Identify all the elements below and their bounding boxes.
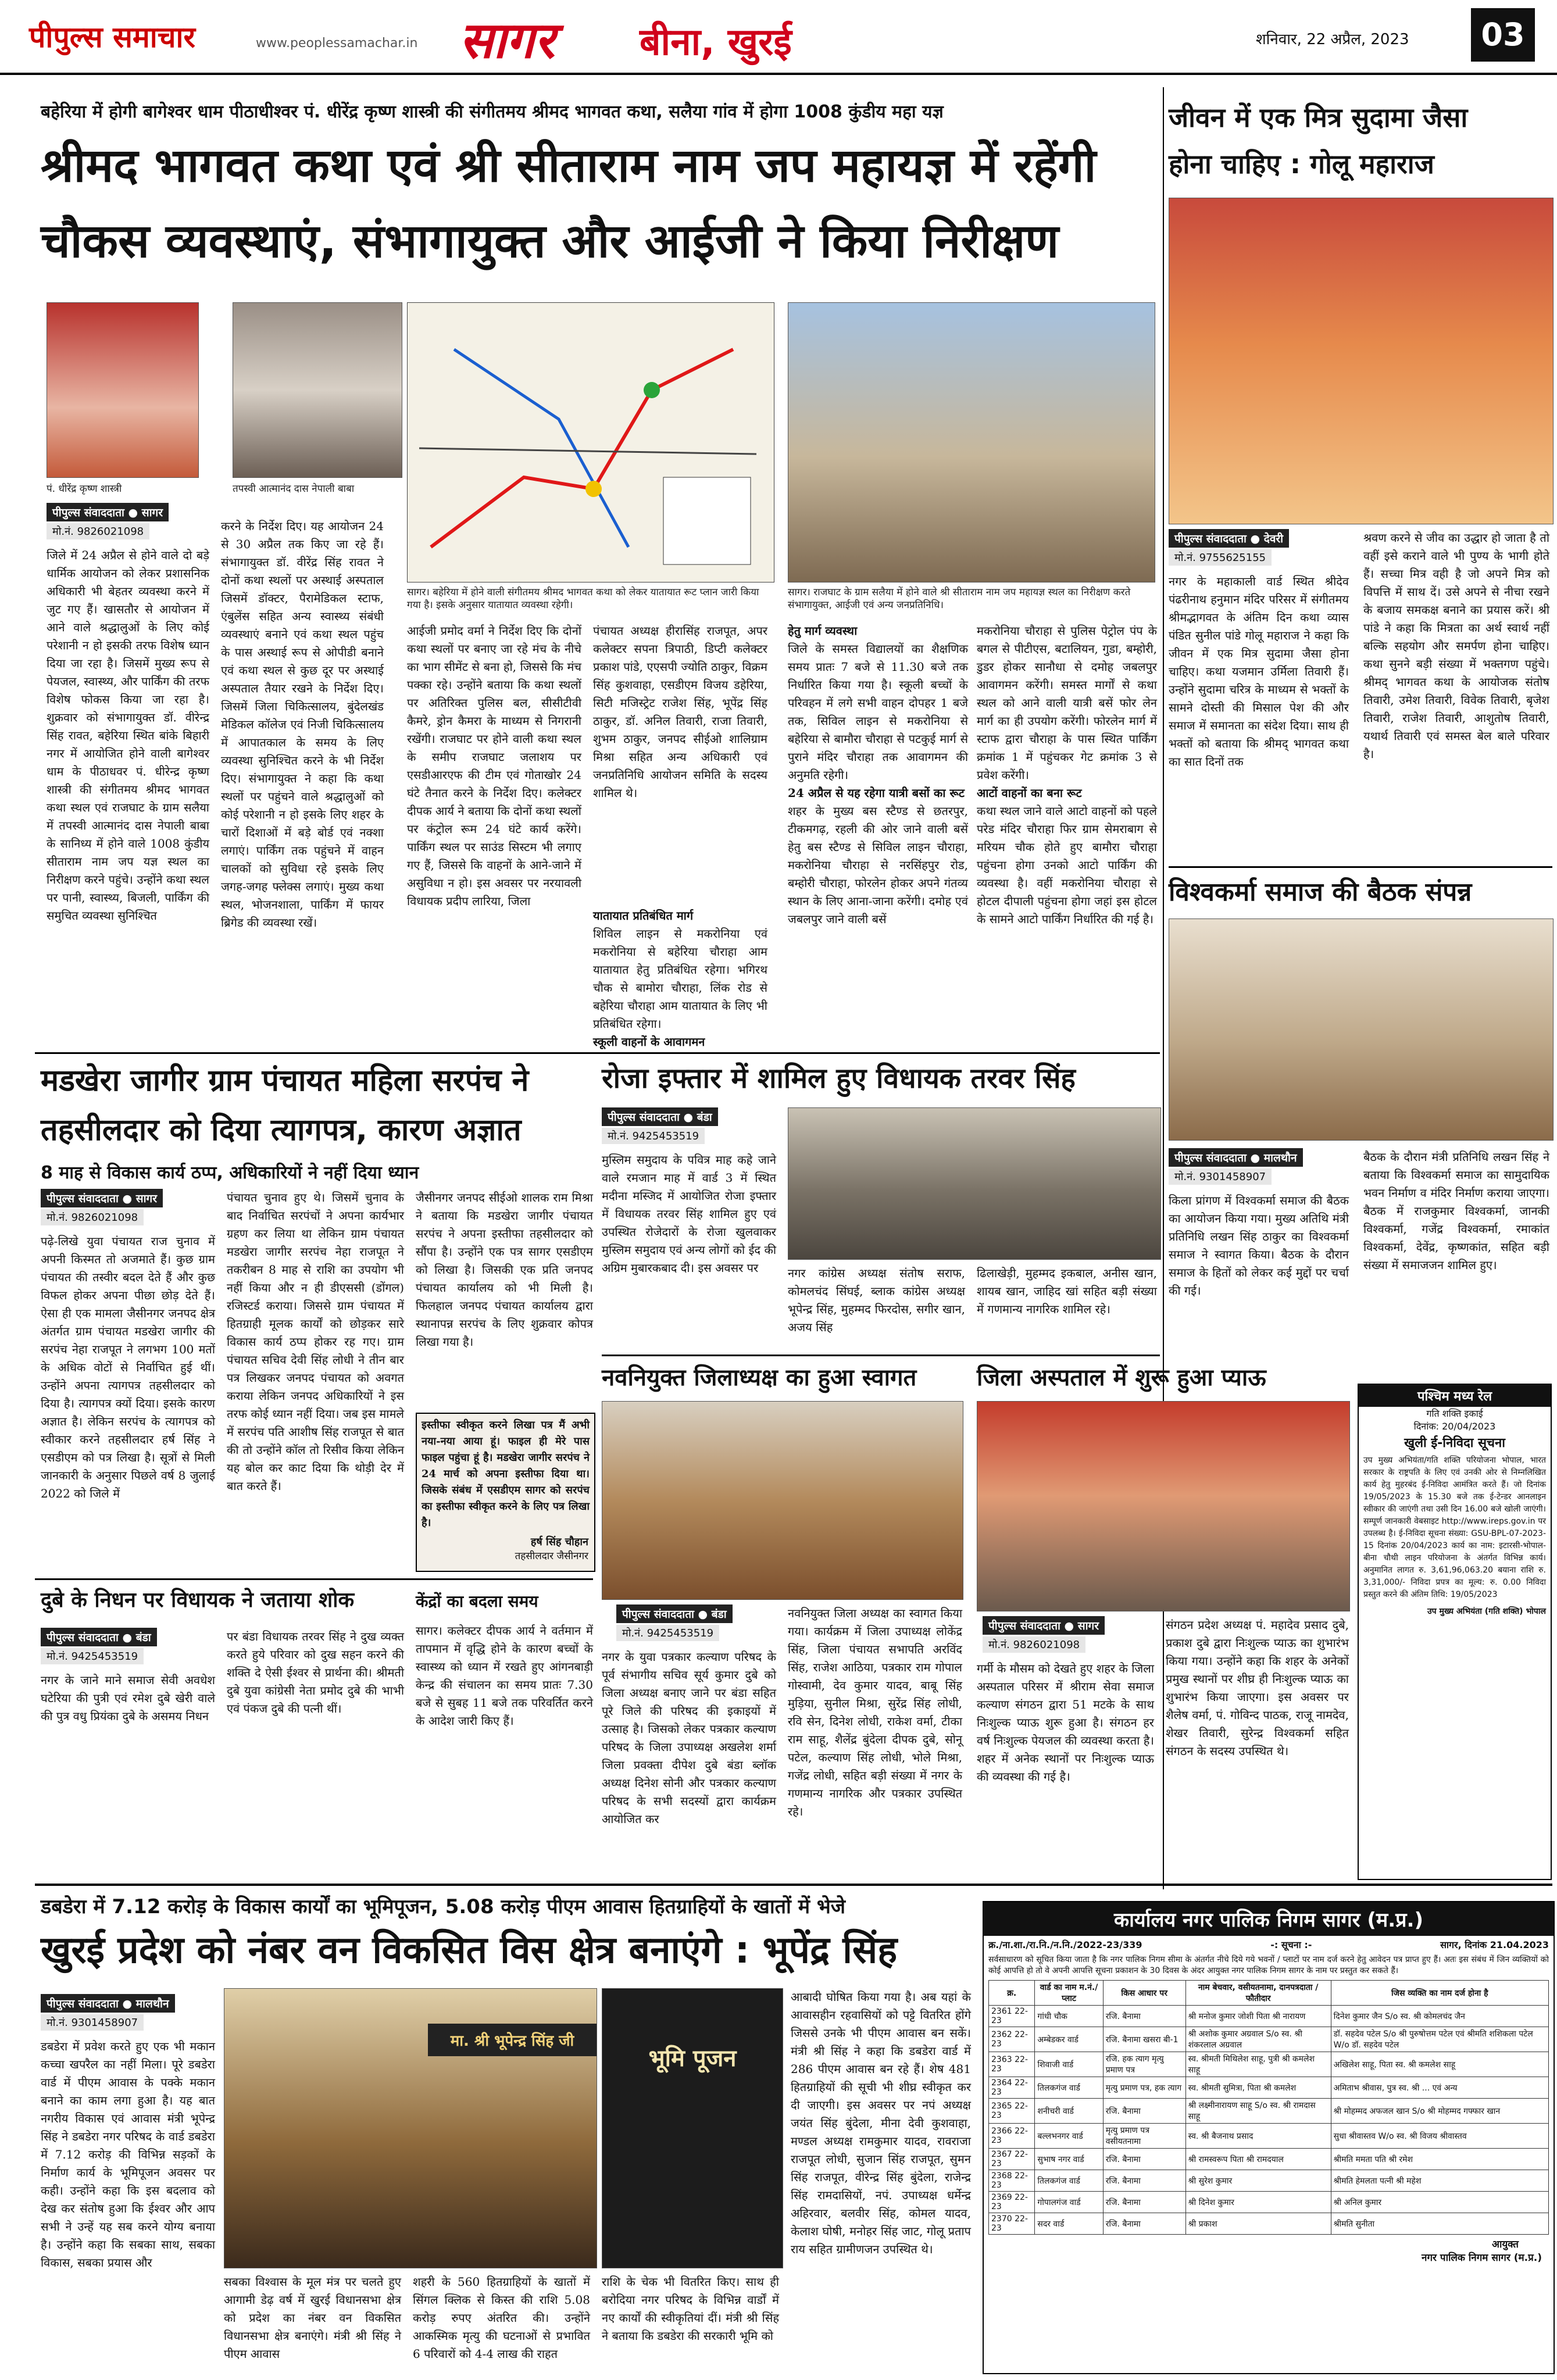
lead-col4b: शिविल लाइन से मकरोनिया एवं मकरोनिया से बहेरिया चौराहा आम यातायात हेतु प्रतिबंधित रहेगा। भगिरथ चौक से बामोरा चौराहा, लिंक रोड से बहेरिया चौराहा आम यातायात के लिए भी प्रतिबंधित रहेगा। — [593, 927, 767, 1031]
notice-ref: क्र./ना.शा./रा.नि./न.नि./2022-23/339 — [988, 1939, 1142, 1950]
notice-cell: अम्बेडकर वार्ड — [1035, 2027, 1103, 2052]
jiladhyaksh-photo — [602, 1401, 963, 1600]
shastri-photo — [47, 302, 199, 478]
notice-row — [989, 2124, 1549, 2149]
section-rule-4 — [35, 1884, 1552, 1886]
column-divider — [1163, 87, 1164, 1889]
sudama-headline1: जीवन में एक मित्र सुदामा जैसा — [1169, 102, 1468, 133]
notice-table — [988, 1980, 1549, 2235]
lead-headline-line2: चौकस व्यवस्थाएं, संभागायुक्त और आईजी ने किया निरीक्षण — [41, 214, 1059, 268]
route-map — [407, 302, 774, 583]
sarpanch-col1: पढ़े-लिखे युवा पंचायत राज चुनाव में अपनी किस्मत तो अजमाते हैं। कुछ ग्राम पंचायत की तस्वीर बदल देते हैं और कुछ विफल होकर अपना पीछा छोड़ देते हैं। ऐसा ही एक मामला जैसीनगर जनपद क्षेत्र अंतर्गत ग्राम पंचायत मडखेरा जागीर की सरपंच नेहा राजपूत ने लगभग 100 मतों के अधिक वोटों से निर्वाचित हुई थीं। उन्होंने अपना त्यागपत्र तहसीलदार को दिया है। त्यागपत्र क्यों दिया। इसके कारण अज्ञात है। लेकिन सरपंच के त्यागपत्र को स्वीकार करने तहसीलदार हर्ष सिंह ने एसडीएम को पत्र लिखा है। सूत्रों से मिली जानकारी के अनुसार पिछले वर्ष 8 जुलाई 2022 को जिले में — [41, 1234, 215, 1500]
notice-cell: रजि. बैनामा — [1103, 2099, 1185, 2124]
obituary-col2: पर बंडा विधायक तरवर सिंह ने दुख व्यक्त करते हुये परिवार को दुख सहन करने की शक्ति दे ऐसी ईश्वर से प्रार्थना की। श्रीमती दुबे युवा कांग्रेसी नेता प्रमोद दुबे की भाभी एवं पंकज दुबे की पत्नी थीं। — [227, 1629, 404, 1716]
page-number: 03 — [1471, 8, 1535, 62]
lead-col6-wrap — [977, 622, 1157, 1041]
notice-header-cell: क्र. — [989, 1981, 1035, 2006]
notice-row — [989, 2077, 1549, 2099]
notice-header-cell: किस आधार पर — [1103, 1981, 1185, 2006]
notice-cell: रजि. बैनामा — [1103, 2170, 1185, 2192]
roza-col2: नगर कांग्रेस अध्यक्ष संतोष सराफ, कोमलचंद सिंघई, ब्लाक कांग्रेस अध्यक्ष भूपेन्द्र सिंह, मुहम्मद फिरदोस, सगीर खान, अजय सिंह — [788, 1266, 965, 1334]
subcity-title: बीना, खुरई — [640, 21, 792, 64]
nagar-nigam-notice — [983, 1901, 1555, 2374]
notice-cell: सुभाष नगर वार्ड — [1035, 2149, 1103, 2170]
notice-cell: स्व. श्रीमती सुमित्रा, पिता श्री कमलेश — [1185, 2077, 1331, 2099]
lead-sub3: हेतु मार्ग व्यवस्था — [788, 624, 858, 638]
website: www.peoplessamachar.in — [256, 36, 418, 51]
vishwakarma-headline: विश्वकर्मा समाज की बैठक संपन्न — [1169, 877, 1472, 907]
notice-cell: श्री सुरेश कुमार — [1185, 2170, 1331, 2192]
notice-cell: 2370 22-23 — [989, 2213, 1035, 2235]
notice-cell: श्री रामस्वरूप पिता श्री रामदयाल — [1185, 2149, 1331, 2170]
obituary-mobile: मो.नं. 9425453519 — [41, 1648, 144, 1664]
notice-cell: श्री मनोज कुमार जोशी पिता श्री नारायण — [1185, 2006, 1331, 2027]
pyau-mobile: मो.नं. 9826021098 — [983, 1636, 1085, 1653]
notice-cell: श्री प्रकाश — [1185, 2213, 1331, 2235]
notice-cell: स्व. श्री बैजनाथ प्रसाद — [1185, 2124, 1331, 2149]
khurai-banner-text: मा. श्री भूपेन्द्र सिंह जी — [428, 2024, 597, 2056]
railway-body: उप मुख्य अभियंता/गति शक्ति परियोजना भोपाल, भारत सरकार के राष्ट्रपति के लिए एवं उनकी ओर से निम्नलिखित कार्य हेतु मुहरबंद ई-निविदा आमंत्रित करते हैं। जो दिनांक 19/05/2023 के 15.30 बजे तक ई-टेन्डर आनलाइन स्वीकार की जाएंगी तथा उसी दिन 16.00 बजे खोली जाएंगी। सम्पूर्ण जानकारी वेबसाइट http://www.ireps.gov.in पर उपलब्ध है। ई-निविदा सूचना संख्या: GSU-BPL-07-2023-15 दिनांक 20/04/2023 कार्य का नाम: इटारसी-भोपाल-बीना चौथी लाइन परियोजना के अंतर्गत विभिन्न कार्य। अनुमानित लागत रु. 3,61,96,063.20 बयाना राशि रु. 3,31,000/- निविदा प्रपत्र का मूल्य: रु. 0.00 निविदा प्रस्तुत करने की अंतिम तिथि: 19/05/2023 — [1363, 1456, 1546, 1599]
lead-sub1: यातायात प्रतिबंधित मार्ग — [593, 909, 694, 923]
notice-cell: दिनेश कुमार जैन S/o स्व. श्री कोमलचंद जैन — [1331, 2006, 1548, 2027]
roza-headline: रोजा इफ्तार में शामिल हुए विधायक तरवर सिंह — [602, 1062, 1076, 1095]
notice-cell: रजि. हक त्याग मृत्यु प्रमाण पत्र — [1103, 2052, 1185, 2077]
inspection-photo — [788, 302, 1155, 583]
lead-sub1-wrap — [593, 907, 767, 1049]
lead-sub4: 24 अप्रैल से यह रहेगा यात्री बसों का रूट — [788, 786, 965, 800]
issue-date: शनिवार, 22 अप्रैल, 2023 — [1256, 31, 1409, 48]
khurai-mobile: मो.नं. 9301458907 — [41, 2014, 144, 2031]
vishwakarma-byline: पीपुल्स संवाददाता ● मालथौन — [1169, 1148, 1303, 1167]
notice-cell: 2362 22-23 — [989, 2027, 1035, 2052]
khurai-photo-main — [224, 1988, 597, 2268]
sarpanch-col3: जैसीनगर जनपद सीईओ शालक राम मिश्रा ने बताया कि मडखेरा जागीर पंचायत सरपंच ने अपना इस्तीफा तहसीलदार को सौंपा है। उन्होंने एक पत्र सागर एसडीएम को लिखा है। जिसकी एक प्रति जनपद पंचायत कार्यालय को भी मिली है। फिलहाल जनपद पंचायत कार्यालय द्वारा स्थानापन्न सरपंच के लिए शुक्रवार कोपत्र लिखा गया है। — [416, 1191, 593, 1349]
pyau-photo — [977, 1401, 1350, 1611]
section-rule-3 — [35, 1578, 593, 1580]
roza-photo — [788, 1107, 1161, 1260]
pyau-byline: पीपुल्स संवाददाता ● सागर — [983, 1616, 1105, 1635]
notice-row — [989, 2027, 1549, 2052]
notice-cell: बल्लभनगर वार्ड — [1035, 2124, 1103, 2149]
lead-col5-wrap — [788, 622, 968, 1041]
sudama-headline2: होना चाहिए : गोलू महाराज — [1169, 148, 1434, 180]
vishwakarma-rule — [1169, 866, 1552, 868]
jiladhyaksh-byline: पीपुल्स संवाददाता ● बंडा — [616, 1604, 733, 1623]
notice-cell: 2365 22-23 — [989, 2099, 1035, 2124]
jiladhyaksh-headline: नवनियुक्त जिलाध्यक्ष का हुआ स्वागत — [602, 1364, 917, 1391]
notice-label: -: सूचना :- — [1270, 1939, 1312, 1950]
notice-cell: श्री अशोक कुमार अग्रवाल S/o स्व. श्री शंकरलाल अग्रवाल — [1185, 2027, 1331, 2052]
baba-caption: तपस्वी आत्मानंद दास नेपाली बाबा — [233, 483, 355, 495]
vishwakarma-col2: बैठक के दौरान मंत्री प्रतिनिधि लखन सिंह ने बताया कि विश्वकर्मा समाज का सामुदायिक भवन निर्माण व मंदिर निर्माण कराया जाएगा। बैठक में राजकुमार विश्वकर्मा, जानकी विश्वकर्मा, गजेंद्र विश्वकर्मा, रमाकांत विश्वकर्मा, देवेंद्र, कृष्णकांत, सहित बड़ी संख्या में समाजजन शामिल हुए। — [1363, 1150, 1549, 1272]
notice-row — [989, 2213, 1549, 2235]
notice-cell: श्री लक्ष्मीनारायण साहू S/o स्व. श्री रामदास साहू — [1185, 2099, 1331, 2124]
notice-row — [989, 2149, 1549, 2170]
notice-sign2: नगर पालिक निगम सागर (म.प्र.) — [1422, 2252, 1542, 2264]
khurai-col3: शहरी के 560 हितग्राहियों के खातों में सिंगल क्लिक से किस्त की राशि 5.08 करोड़ रुपए अंतरित की। उन्होंने आकस्मिक मृत्यु की घटनाओं से प्रभावित 6 परिवारों को 4-4 लाख की राहत — [413, 2275, 590, 2361]
sarpanch-box-sign1: हर्ष सिंह चौहान — [530, 1536, 588, 1548]
sudama-col2: श्रवण करने से जीव का उद्धार हो जाता है तो वहीं इसे कराने वाले भी पुण्य के भागी होते हैं। सच्चा मित्र वही है जो अपने मित्र को विपत्ति में साथ दें। उसे अपने से नीचा रखने के बजाय समकक्ष बनाने का प्रयास करें। श्री पांडे ने कहा कि मित्रता का अर्थ स्वार्थ नहीं बल्कि सहयोग और समर्पण होना चाहिए। कथा सुनने बड़ी संख्या में भक्तगण पहुंचे। श्रीमद् भागवत कथा के आयोजक संतोष तिवारी, उमेश तिवारी, विवेक तिवारी, बृजेश तिवारी, राजेश तिवारी, आशुतोष तिवारी, यथार्थ तिवारी एवं समस्त बेल बाले परिवार है। — [1363, 531, 1549, 761]
lead-col1: जिले में 24 अप्रैल से होने वाले दो बड़े धार्मिक आयोजन को लेकर प्रशासनिक अधिकारी भी बेहतर व्यवस्था करने में जुट गए हैं। खासतौर से आयोजन में आने वाले श्रद्धालुओं के लिए कोई परेशानी न हो इसकी तरफ विशेष ध्यान दिया जा रहा है। जिसमें मुख्य रूप से पेयजल, स्वास्थ्य, और पार्किंग की तरफ विशेष फोकस किया जा रहा है। शुक्रवार को संभागायुक्त डॉ. वीरेन्द्र सिंह रावत, बहेरिया स्थित बांके बिहारी नगर में आयोजित होने वाली बागेश्वर धाम के पीठाधवर पं. धीरेन्द्र कृष्ण शास्त्री की संगीतमय श्रीमद भागवत कथा स्थल एवं राजघाट के ग्राम सलैया में तपस्वी आत्मानंद दास नेपाली बाबा के सानिध्य में होने वाले 1008 कुंडीय सीताराम नाम जप यज्ञ स्थल का निरीक्षण करने पहुंचे। उन्होंने कथा स्थल पर पानी, स्वास्थ्य, बिजली, पार्किंग की समुचित व्यवस्था सुनिश्चित — [47, 548, 209, 923]
obituary-col1: नगर के जाने माने समाज सेवी अवधेश घटेरिया की पुत्री एवं रमेश दुबे खेरी वाले की पुत्र वधु प्रियंका दुबे के असमय निधन — [41, 1673, 215, 1723]
masthead — [0, 0, 1557, 75]
notice-header-cell: जिस व्यक्ति का नाम दर्ज होना है — [1331, 1981, 1548, 2006]
section-rule-2 — [602, 1355, 1160, 1356]
notice-row — [989, 2006, 1549, 2027]
notice-cell: सुधा श्रीवास्तव W/o स्व. श्री विजय श्रीवास्तव — [1331, 2124, 1548, 2149]
notice-row — [989, 2099, 1549, 2124]
lead-kicker: बहेरिया में होगी बागेश्वर धाम पीठाधीश्वर पं. धीरेंद्र कृष्ण शास्त्री की संगीतमय श्रीमद भागवत कथा, सलैया गांव में होगा 1008 कुंडीय महा यज्ञ — [41, 102, 944, 122]
baba-photo — [233, 302, 402, 478]
notice-cell: श्री दिनेश कुमार — [1185, 2192, 1331, 2213]
notice-cell: अखिलेश साहू, पिता स्व. श्री कमलेश साहू — [1331, 2052, 1548, 2077]
notice-cell: 2364 22-23 — [989, 2077, 1035, 2099]
sarpanch-box — [416, 1413, 595, 1572]
notice-title: कार्यालय नगर पालिक निगम सागर (म.प्र.) — [984, 1902, 1554, 1936]
route-map-caption: सागर। बहेरिया में होने वाली संगीतमय श्रीमद भागवत कथा को लेकर यातायात रूट प्लान जारी किया गया है। इसके अनुसार यातायात व्यवस्था रहेगी। — [407, 587, 759, 611]
kendron-headline: केंद्रों का बदला समय — [416, 1592, 538, 1611]
notice-header-cell: वार्ड का नाम म.नं./प्लाट — [1035, 1981, 1103, 2006]
sudama-byline: पीपुल्स संवाददाता ● देवरी — [1169, 529, 1289, 548]
notice-cell: रजि. बैनामा — [1103, 2149, 1185, 2170]
railway-date: दिनांक: 20/04/2023 — [1413, 1421, 1496, 1432]
jiladhyaksh-col1: नगर के युवा पत्रकार कल्याण परिषद के पूर्व संभागीय सचिव सूर्य कुमार दुबे को जिला अध्यक्ष बनाए जाने पर बंडा सहित पूरे जिले की परिषद की इकाइयों में उत्साह है। जिसको लेकर पत्रकार कल्याण परिषद के जिला उपाध्यक्ष अखलेश शर्मा जिला प्रवक्ता दीपेश दुबे बंडा ब्लॉक अध्यक्ष दिनेश सोनी और पत्रकार कल्याण परिषद के सभी सदस्यों द्वारा कार्यक्रम आयोजित कर — [602, 1650, 776, 1826]
notice-cell: 2369 22-23 — [989, 2192, 1035, 2213]
sarpanch-box-sign2: तहसीलदार जैसीनगर — [515, 1550, 588, 1562]
notice-cell: डॉ. सहदेव पटेल S/o श्री पुरुषोत्तम पटेल एवं श्रीमति शशिकला पटेल W/o डॉ. सहदेव पटेल — [1331, 2027, 1548, 2052]
jiladhyaksh-mobile: मो.नं. 9425453519 — [616, 1625, 719, 1641]
railway-tender-ad — [1358, 1384, 1552, 1880]
sarpanch-col2: पंचायत चुनाव हुए थे। जिसमें चुनाव के बाद निर्वाचित सरपंचों ने अपना कार्यभार ग्रहण कर लिया था लेकिन ग्राम पंचायत मडखेरा जागीर सरपंच नेहा राजपूत ने तकरीबन 8 माह से राशि का उपयोग भी नहीं किया और न ही डीएससी (डोंगल) रजिस्टर्ड कराया। जिससे ग्राम पंचायत में हितग्राही मूलक कार्यों को छोड़कर सारे विकास कार्य ठप्प होकर रह गए। ग्राम पंचायत सचिव देवी सिंह लोधी ने तीन बार पत्र लिखकर जनपद पंचायत को अवगत कराया लेकिन जनपद अधिकारियों ने इस तरफ कोई ध्यान नहीं दिया। जब इस मामले में सरपंच पति आशीष सिंह राजपूत से बात की तो उन्होंने कॉल तो रिसीव किया लेकिन यह बोल कर काट दिया कि थोड़ी देर में बात करते हैं। — [227, 1191, 404, 1493]
roza-col3: ढिलाखेड़ी, मुहम्मद इकबाल, अनीस खान, शायब खान, जाहिद खां सहित बड़ी संख्या में गणमान्य नागरिक शामिल रहे। — [977, 1266, 1157, 1316]
pyau-col1: गर्मी के मौसम को देखते हुए शहर के जिला अस्पताल परिसर में श्रीराम सेवा समाज कल्याण संगठन द्वारा 51 मटके के साथ निःशुल्क प्याऊ शुरू हुआ है। संगठन हर वर्ष निःशुल्क पेयजल की व्यवस्था करता है। शहर में अनेक स्थानों पर निःशुल्क प्याऊ की व्यवस्था की गई है। — [977, 1661, 1154, 1784]
notice-cell: 2363 22-23 — [989, 2052, 1035, 2077]
obituary-byline: पीपुल्स संवाददाता ● बंडा — [41, 1628, 157, 1646]
notice-cell: शिवाजी वार्ड — [1035, 2052, 1103, 2077]
notice-cell: रजि. बैनामा — [1103, 2213, 1185, 2235]
khurai-col5: आबादी घोषित किया गया है। अब यहां के आवासहीन रहवासियों को पट्टे वितरित होंगे जिससे उनके भी पीएम आवास बन सकें। मंत्री श्री सिंह ने कहा कि डबडेरा वार्ड में 286 पीएम आवास बन रहे हैं। शेष 481 हितग्राहियों की सूची भी शीघ्र स्वीकृत कर दी जाएगी। इस अवसर पर नपं अध्यक्ष जयंत सिंह बुंदेला, मीना देवी कुशवाहा, मण्डल अध्यक्ष रामकुमार यादव, रावराजा राजपूत लोधी, सुजान सिंह राजपूत, सुमन सिंह राजपूत, वीरेन्द्र सिंह बुंदेला, राजेन्द्र सिंह रामदासियों, नपं. उपाध्यक्ष धर्मेन्द्र अहिरवार, बलवीर सिंह, कोमल यादव, केलाश घोषी, मनोहर सिंह जाट, गोलू प्रताप राय सहित ग्रामीणजन उपस्थित थे। — [791, 1990, 971, 2256]
kendron-col1: सागर। कलेक्टर दीपक आर्य ने वर्तमान में तापमान में वृद्धि होने के कारण बच्चों के स्वास्थ्य को ध्यान में रखते हुए आंगनबाड़ी केन्द्र की संचालन का समय प्रातः 7.30 बजे से सुबह 11 बजे तक परिवर्तित करने के आदेश जारी किए हैं। — [416, 1624, 593, 1728]
notice-cell: तिलकगंज वार्ड — [1035, 2077, 1103, 2099]
notice-cell: श्री मोहम्मद अफजल खान S/o श्री मोहम्मद गफ्फार खान — [1331, 2099, 1548, 2124]
notice-cell: रजि. बैनामा — [1103, 2192, 1185, 2213]
notice-row — [989, 2192, 1549, 2213]
sarpanch-headline1: मडखेरा जागीर ग्राम पंचायत महिला सरपंच ने — [41, 1063, 529, 1098]
sarpanch-box-text: इस्तीफा स्वीकृत करने लिखा पत्र मैं अभी नया-नया आया हूं। फाइल ही मेरे पास फाइल पहुंचा हूं है। मडखेरा जागीर सरपंच ने 24 मार्च को अपना इस्तीफा दिया था। जिसके संबंध में एसडीएम सागर को सरपंच का इस्तीफा स्वीकृत करने के लिए पत्र लिखा है। — [422, 1419, 590, 1529]
khurai-col1: डबडेरा में प्रवेश करते हुए एक भी मकान कच्चा खपरैल का नहीं मिला। पूरे डबडेरा वार्ड में पीएम आवास के पक्के मकान बनाने का काम लगा हुआ है। यह बात नगरीय विकास एवं आवास मंत्री भूपेन्द्र सिंह ने डबडेरा नगर परिषद के वार्ड डबडेरा में 7.12 करोड़ की विभिन्न सड़कों के निर्माण कार्य के भूमिपूजन अवसर पर कही। उन्होंने कहा कि इस बदलाव को देख कर संतोष हुआ कि ईश्वर और आप सभी ने उन्हें यह सब करने योग्य बनाया है। उन्होंने कहा कि सबका साथ, सबका विकास, सबका प्रयास और — [41, 2039, 215, 2270]
pyau-col2: संगठन प्रदेश अध्यक्ष पं. महादेव प्रसाद दुबे, प्रकाश दुबे द्वारा निःशुल्क प्याऊ का शुभारंभ किया गया। उन्होंने कहा कि शहर के अनेकों प्रमुख स्थानों पर शीघ्र ही निःशुल्क प्याऊ का शुभारंभ किया जाएगा। इस अवसर पर शैलेष वर्मा, पं. गोविन्द पाठक, राजू नामदेव, शेखर तिवारी, सुरेन्द्र विश्वकर्मा सहित संगठन के सदस्य उपस्थित थे। — [1166, 1618, 1349, 1758]
roza-col1: मुस्लिम समुदाय के पवित्र माह कहे जाने वाले रमजान माह में वार्ड 3 में स्थित मदीना मस्जिद में आयोजित रोजा इफ्तार में विधायक तरवर सिंह शामिल हुए एवं उपस्थित रोजेदारों के रोजा खुलवाकर मुस्लिम समुदाय एवं अन्य लोगों को ईद की अग्रिम मुबारकबाद दी। इस अवसर पर — [602, 1153, 776, 1275]
notice-cell: अमिताभ श्रीवास, पुत्र स्व. श्री ... एवं अन्य — [1331, 2077, 1548, 2099]
sarpanch-byline: पीपुल्स संवाददाता ● सागर — [41, 1189, 163, 1207]
notice-cell: रजि. बैनामा — [1103, 2006, 1185, 2027]
lead-col3: आईजी प्रमोद वर्मा ने निर्देश दिए कि दोनों कथा स्थलों पर बनाए जा रहे मंच के नीचे का भाग सीमेंट से बना हो, जिससे कि मंच पक्का रहे। उन्होंने बताया कि कथा स्थलों पर अतिरिक्त पुलिस बल, सीसीटीवी कैमरे, ड्रोन कैमरा के माध्यम से निगरानी रखेंगी। राजघाट पर होने वाली कथा स्थल के समीप राजघाट जलाशय पर एसडीआरएफ की टीम एवं गोताखोर 24 घंटे तैनात करने के निर्देश दिए। कलेक्टर दीपक आर्य ने बताया कि दोनों कथा स्थलों पर कंट्रोल रूम 24 घंटे कार्य करेंगे। पार्किंग स्थल पर साउंड सिस्टम भी लगाए गए हैं, जिससे कि वाहनों के आने-जाने में असुविधा न हो। इस अवसर पर नरयावली विधायक प्रदीप लारिया, जिला — [407, 624, 581, 908]
khurai-kicker: डबडेरा में 7.12 करोड़ के विकास कार्यों का भूमिपूजन, 5.08 करोड़ पीएम आवास हितग्राहियों के खातों में भेजे — [41, 1895, 845, 1918]
railway-header: पश्चिम मध्य रेल — [1359, 1385, 1551, 1407]
city-title: सागर — [459, 12, 555, 70]
jiladhyaksh-col2: नवनियुक्त जिला अध्यक्ष का स्वागत किया गया। कार्यक्रम में जिला उपाध्यक्ष लोकेंद्र सिंह, जिला पंचायत सभापति अरविंद सिंह, राजेश आठिया, पत्रकार राम गोपाल गोस्वामी, देव कुमार यादव, बाबू सिंह मुड़िया, सुनील मिश्रा, सुरेंद्र सिंह लोधी, रवि सेन, दिनेश लोधी, राकेश वर्मा, टीका राम साहू, शैलेंद्र बुंदेला दीपक दुबे, सोनू पटेल, कल्याण सिंह लोधी, भोले मिश्रा, गजेंद्र लोधी, सहित बड़ी संख्या में नगर के गणमान्य नागरिक और पत्रकार उपस्थित रहे। — [788, 1606, 962, 1818]
notice-cell: मृत्यु प्रमाण पत्र, हक त्याग — [1103, 2077, 1185, 2099]
sudama-mobile: मो.नं. 9755625155 — [1169, 549, 1272, 566]
lead-mobile: मो.नं. 9826021098 — [47, 523, 149, 539]
shastri-caption: पं. धीरेंद्र कृष्ण शास्त्री — [47, 483, 122, 495]
sudama-photo — [1169, 198, 1554, 524]
lead-sub5: आटों वाहनों का बना रूट — [977, 786, 1082, 800]
lead-headline-line1: श्रीमद भागवत कथा एवं श्री सीताराम नाम जप महायज्ञ में रहेंगी — [41, 138, 1097, 192]
vishwakarma-photo — [1169, 919, 1554, 1141]
obituary-headline: दुबे के निधन पर विधायक ने जताया शोक — [41, 1588, 355, 1612]
notice-cell: 2367 22-23 — [989, 2149, 1035, 2170]
notice-row — [989, 2170, 1549, 2192]
sarpanch-headline2: तहसीलदार को दिया त्यागपत्र, कारण अज्ञात — [41, 1113, 522, 1148]
notice-cell: शनीचरी वार्ड — [1035, 2099, 1103, 2124]
route-map-svg — [408, 303, 774, 582]
railway-sign: उप मुख्य अभियंता (गति शक्ति) भोपाल — [1427, 1607, 1546, 1616]
lead-col6: मकरोनिया चौराहा से पुलिस पेट्रोल पंप के बगल से पीटीएस, बटालियन, गुडा, बम्होरी, डुडर होकर सानौधा से दमोह जबलपुर आवागमन करेंगी। समस्त मार्गों से कथा स्थल को आने वाली यात्री बसें फोर लेन मार्ग का ही उपयोग करेंगी। फोरलेन मार्ग में स्टाफ द्वारा चौराहा के पास स्थित पार्किंग क्रमांक 1 में पहुंचकर गेट क्रमांक 3 से प्रवेश करेंगी। — [977, 624, 1157, 782]
lead-byline: पीपुल्स संवाददाता ● सागर — [47, 503, 169, 521]
notice-cell: गोपालगंज वार्ड — [1035, 2192, 1103, 2213]
pyau-headline: जिला अस्पताल में शुरू हुआ प्याऊ — [977, 1364, 1266, 1391]
section-rule-1 — [35, 1052, 1160, 1054]
notice-cell: रजि. बैनामा खसरा बी-1 — [1103, 2027, 1185, 2052]
khurai-byline: पीपुल्स संवाददाता ● मालथौन — [41, 1994, 175, 2013]
notice-intro: सर्वसाधारण को सूचित किया जाता है कि नगर पालिक निगम सीमा के अंतर्गत नीचे दिये गये भवनों / प्लाटों पर नाम दर्ज करने हेतु आवेदन पत्र प्राप्त हुए हैं। अतः इस संबंध में जिन व्यक्तियों को कोई आपत्ति हो तो वे अपनी आपत्ति सूचना प्रकाशन के 30 दिवस के अंदर आयुक्त नगर पालिक निगम सागर के नाम पर प्रस्तुत कर सकते हैं। — [988, 1955, 1549, 1975]
notice-cell: 2368 22-23 — [989, 2170, 1035, 2192]
lead-col5: जिले के समस्त विद्यालयों का शैक्षणिक समय प्रातः 7 बजे से 11.30 बजे तक निर्धारित किया गया है। स्कूली बच्चों के परिवहन में लगे सभी वाहन दोपहर 1 बजे तक, सिविल लाइन से मकरोनिया से बहेरिया से बामौरा चौराहा से पटकुई मार्ग से पुराने मंदिर चौराहा तक आवागमन की अनुमति रहेगी। — [788, 642, 968, 782]
sarpanch-mobile: मो.नं. 9826021098 — [41, 1209, 144, 1225]
notice-row — [989, 2052, 1549, 2077]
khurai-photo-banner — [602, 1988, 783, 2268]
lead-col6b: कथा स्थल जाने वाले आटो वाहनों को पहले परेड मंदिर चौराहा फिर ग्राम सेमराबाग से मरियम चौक होते हुए बामौरा चौराहा पहुंचना होगा उनको आटो पार्किंग की व्यवस्था है। वहीं मकरोनिया चौराहा से होटल दीपाली पहुंचना होगा जहां इस होटल के सामने आटो पार्किंग निर्धारित की गई है। — [977, 804, 1157, 926]
inspection-caption: सागर। राजघाट के ग्राम सलैया में होने वाले श्री सीताराम नाम जप महायज्ञ स्थल का निरीक्षण करते संभागायुक्त, आईजी एवं अन्य जनप्रतिनिधि। — [788, 587, 1131, 611]
notice-cell: स्व. श्रीमती मिथिलेश साहू, पुत्री श्री कमलेश साहू — [1185, 2052, 1331, 2077]
notice-cell: सदर वार्ड — [1035, 2213, 1103, 2235]
notice-cell: श्रीमति ममता पति श्री रमेश — [1331, 2149, 1548, 2170]
notice-cell: श्रीमति हेमलता पत्नी श्री महेश — [1331, 2170, 1548, 2192]
notice-cell: 2361 22-23 — [989, 2006, 1035, 2027]
lead-col4: पंचायत अध्यक्ष हीरासिंह राजपूत, अपर कलेक्टर सपना त्रिपाठी, डिप्टी कलेक्टर प्रकाश पांडे, एएसपी ज्योति ठाकुर, विक्रम सिंह कुशवाहा, एसडीएम विजय डहेरिया, सिटी मजिस्ट्रेट राजेश सिंह, भूपेंद्र सिंह ठाकुर, डॉ. अनिल तिवारी, राजा तिवारी, शुभम ठाकुर, जनपद सीईओ शालिग्राम मिश्रा सहित अन्य अधिकारी एवं जनप्रतिनिधि आयोजन समिति के सदस्य शामिल थे। — [593, 624, 767, 800]
lead-col5b: शहर के मुख्य बस स्टैण्ड से छतरपुर, टीकमगढ़, रहली की ओर जाने वाली बसें हेतु बस स्टैण्ड से सिविल लाइन चौराहा, मकरोनिया चौराहा से नरसिंहपुर रोड, बम्होरी चौराहा, फोरलेन होकर अपने गंतव्य स्थान के लिए आना-जाना करेंगी। दमोह एवं जबलपुर जाने वाली बसें — [788, 804, 968, 926]
vishwakarma-col1: किला प्रांगण में विश्वकर्मा समाज की बैठक का आयोजन किया गया। मुख्य अतिथि मंत्री प्रतिनिधि लखन सिंह ठाकुर का विश्वकर्मा समाज ने स्वागत किया। बैठक के दौरान समाज के हितों को लेकर कई मुद्दों पर चर्चा की गई। — [1169, 1193, 1349, 1298]
notice-header-cell: नाम बेचवार, वसीयतनामा, दानपत्रदाता / फौतीदार — [1185, 1981, 1331, 2006]
railway-sub: गति शक्ति इकाई — [1426, 1408, 1483, 1419]
notice-cell: श्री अनिल कुमार — [1331, 2192, 1548, 2213]
railway-title: खुली ई-निविदा सूचना — [1404, 1436, 1505, 1450]
newspaper-logo: पीपुल्स समाचार — [29, 20, 195, 54]
khurai-headline: खुरई प्रदेश को नंबर वन विकसित विस क्षेत्र बनाएंगे : भूपेंद्र सिंह — [41, 1929, 898, 1972]
notice-cell: 2366 22-23 — [989, 2124, 1035, 2149]
lead-col2: करने के निर्देश दिए। यह आयोजन 24 से 30 अप्रैल तक किए जा रहे हैं। संभागायुक्त डॉ. वीरेंद्र सिंह रावत ने दोनों कथा स्थलों पर अस्थाई अस्पताल जिसमें डॉक्टर, पैरामेडिकल स्टाफ, एंबुलेंस सहित अन्य स्वास्थ्य संबंधी व्यवस्थाएं बनाने एवं कथा स्थल पहुंच के पास अस्थाई रूप से ओपीडी बनाने एवं कथा स्थल से कुछ दूर पर अस्थाई अस्पताल तैयार रखने के निर्देश दिए। जिसमें जिला चिकित्सालय, बुंदेलखंड मेडिकल कॉलेज एवं निजी चिकित्सालय में आपातकाल के समय के लिए व्यवस्था सुनिश्चित करने के भी निर्देश दिए। संभागायुक्त ने कहा कि कथा स्थलों पर पहुंचने वाले श्रद्धालुओं को कोई परेशानी न हो इसके लिए शहर के चारों दिशाओं में बड़े बोर्ड एवं नक्शा लगाएं। पार्किंग तक पहुंचने में वाहन चालकों को सुविधा रहे इसके लिए जगह-जगह फ्लेक्स लगाएं। मुख्य कथा स्थल, भोजनशाला, पार्किंग में फायर ब्रिगेड की व्यवस्था रखें। — [221, 519, 384, 930]
notice-cell: मृत्यु प्रमाण पत्र वसीयतनामा — [1103, 2124, 1185, 2149]
notice-cell: श्रीमति सुनीता — [1331, 2213, 1548, 2235]
khurai-col2: सबका विश्वास के मूल मंत्र पर चलते हुए आगामी डेढ़ वर्ष में खुरई विधानसभा क्षेत्र को प्रदेश का नंबर वन विकसित विधानसभा क्षेत्र बनाएंगे। मंत्री श्री सिंह ने पीएम आवास — [224, 2275, 401, 2361]
khurai-col4: राशि के चेक भी वितरित किए। साथ ही बरोदिया नगर परिषद के विभिन्न वार्डों में नए कार्यों की स्वीकृतियां दीं। मंत्री श्री सिंह ने बताया कि डबडेरा की सरकारी भूमि को — [602, 2275, 779, 2343]
vishwakarma-mobile: मो.नं. 9301458907 — [1169, 1168, 1272, 1185]
sudama-col1: नगर के महाकाली वार्ड स्थित श्रीदेव पंढरीनाथ हनुमान मंदिर परिसर में संगीतमय श्रीमद्भागवत के अंतिम दिन कथा व्यास पंडित सुनील पांडे गोलू महाराज ने कहा कि जीवन में एक मित्र सुदामा जैसा होना चाहिए। कथा यजमान उर्मिला तिवारी हैं। उन्होंने सुदामा चरित्र के माध्यम से भक्तों के सामने दोस्ती की मिसाल पेश की और समाज में समानता का संदेश दिया। साथ ही भक्तों को बताया कि श्रीमद् भागवत कथा का सात दिनों तक — [1169, 574, 1349, 769]
roza-byline: पीपुल्स संवाददाता ● बंडा — [602, 1107, 718, 1126]
khurai-bhoomi-pujan-text: भूमि पूजन — [648, 2045, 737, 2072]
notice-cell: तिलकगंज वार्ड — [1035, 2170, 1103, 2192]
roza-mobile: मो.नं. 9425453519 — [602, 1128, 705, 1144]
notice-cell: गांधी चौक — [1035, 2006, 1103, 2027]
notice-date: सागर, दिनांक 21.04.2023 — [1440, 1939, 1549, 1950]
notice-sign1: आयुक्त — [1491, 2239, 1519, 2250]
lead-sub2: स्कूली वाहनों के आवागमन — [593, 1035, 705, 1049]
sarpanch-subhead: 8 माह से विकास कार्य ठप्प, अधिकारियों ने नहीं दिया ध्यान — [41, 1163, 419, 1183]
